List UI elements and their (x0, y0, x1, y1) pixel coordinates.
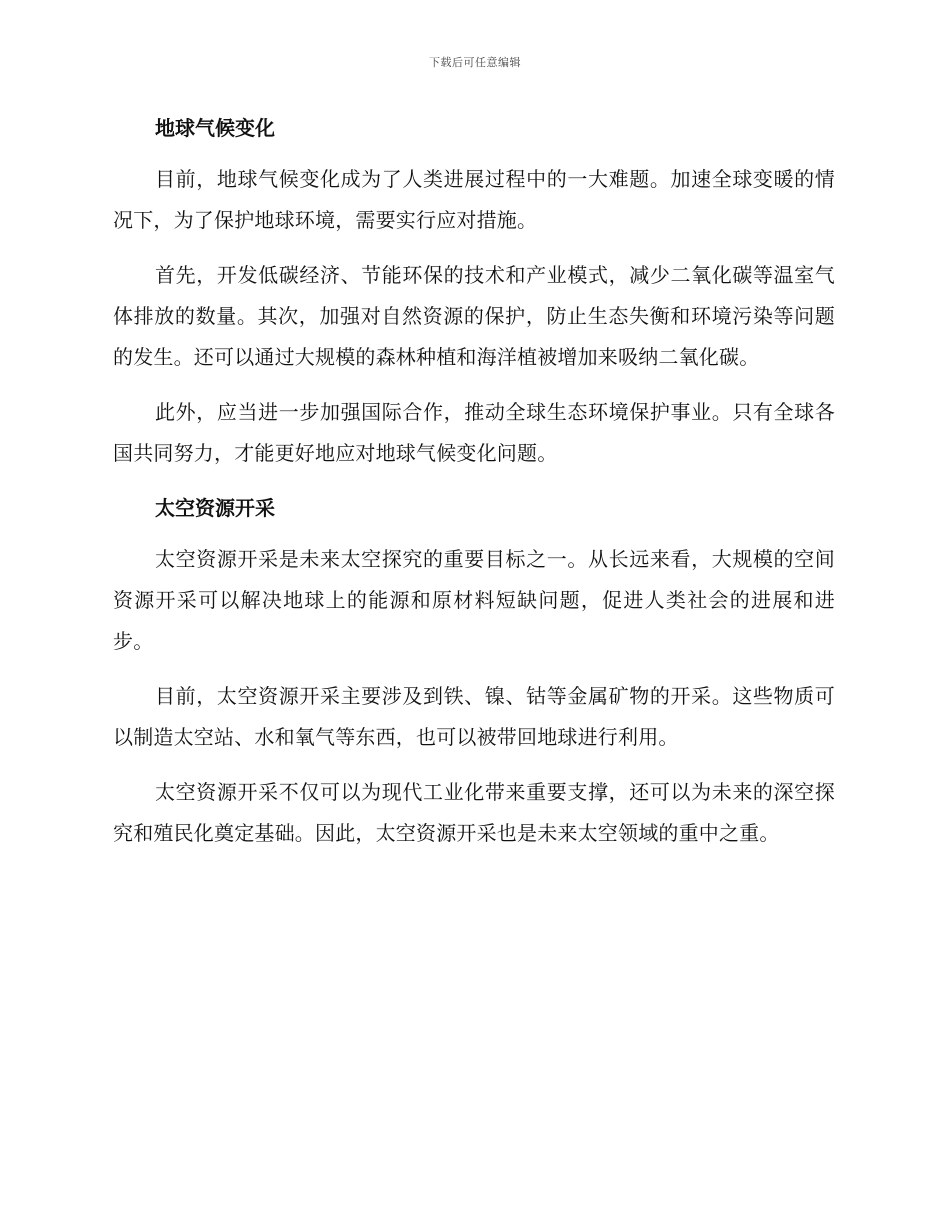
section-heading-climate: 地球气候变化 (155, 116, 275, 140)
paragraph: 目前，太空资源开采主要涉及到铁、镍、钴等金属矿物的开采。这些物质可以制造太空站、水和氧气等东西，也可以被带回地球进行利用。 (113, 684, 835, 749)
paragraph: 太空资源开采是未来太空探究的重要目标之一。从长远来看，大规模的空间资源开采可以解决地球上的能源和原材料短缺问题，促进人类社会的进展和进步。 (113, 547, 835, 653)
header-note: 下载后可任意编辑 (429, 56, 521, 69)
paragraph: 首先，开发低碳经济、节能环保的技术和产业模式，减少二氧化碳等温室气体排放的数量。其次，加强对自然资源的保护，防止生态失衡和环境污染等问题的发生。还可以通过大规模的森林种植和海洋植被增加来吸纳二氧化碳。 (113, 263, 835, 369)
paragraph: 目前，地球气候变化成为了人类进展过程中的一大难题。加速全球变暖的情况下，为了保护地球环境，需要实行应对措施。 (113, 167, 835, 232)
paragraph: 此外，应当进一步加强国际合作，推动全球生态环境保护事业。只有全球各国共同努力，才能更好地应对地球气候变化问题。 (113, 400, 835, 465)
paragraph: 太空资源开采不仅可以为现代工业化带来重要支撑，还可以为未来的深空探究和殖民化奠定基础。因此，太空资源开采也是未来太空领域的重中之重。 (113, 780, 835, 845)
document-body (113, 110, 835, 854)
section-heading-space-mining: 太空资源开采 (155, 496, 275, 520)
